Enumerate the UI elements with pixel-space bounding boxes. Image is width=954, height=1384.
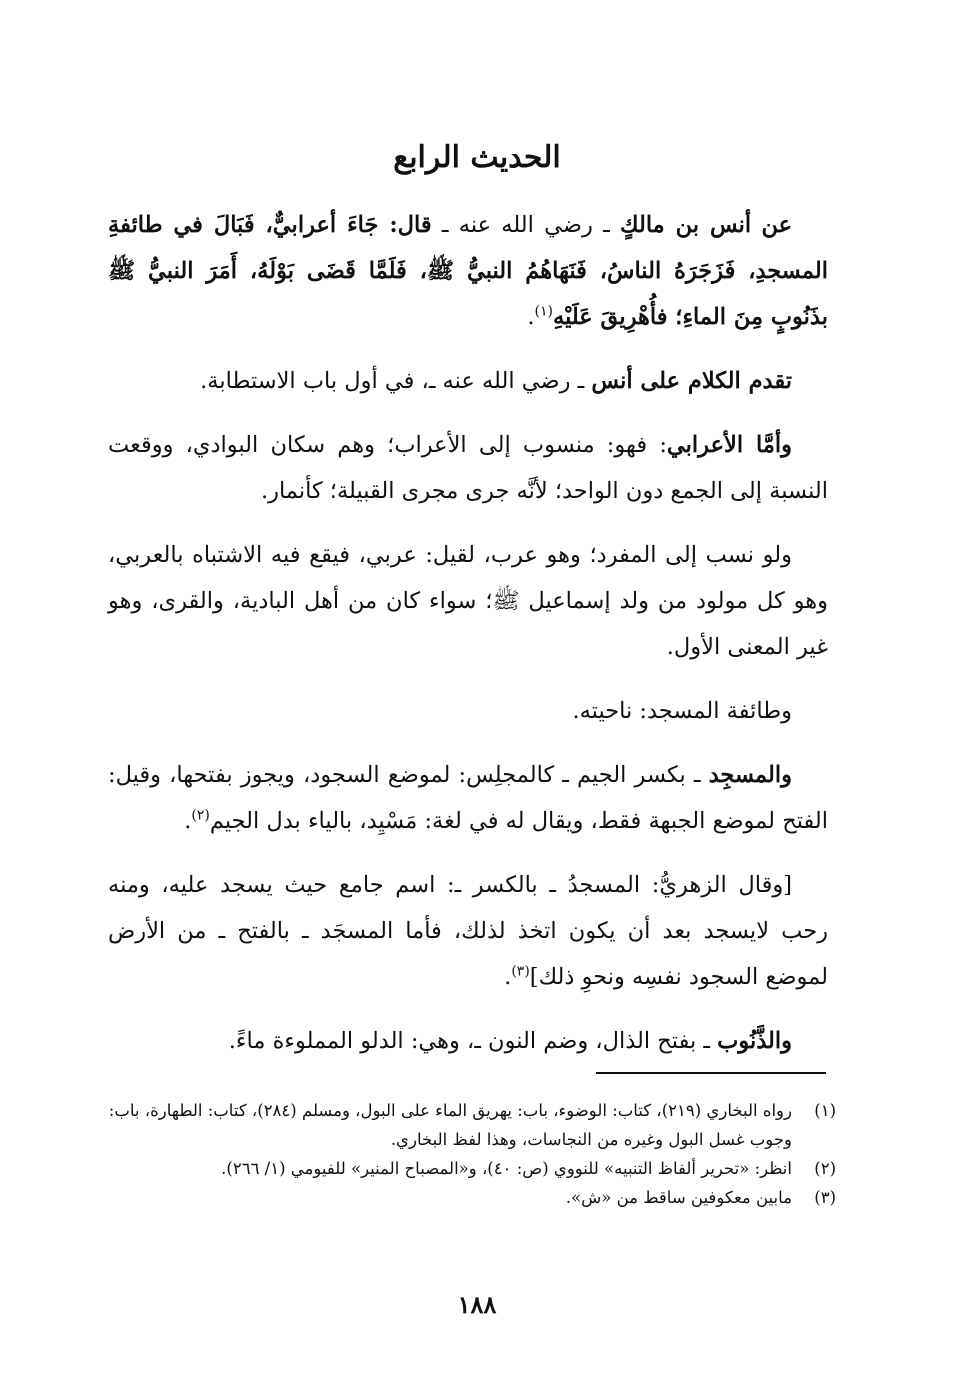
footnote <box>108 1154 836 1183</box>
hadith-end: . <box>527 304 535 330</box>
paragraph-zuhri-text: [وقال الزهريُّ: المسجدُ ـ بالكسر ـ: اسم جامع حيث يسجد عليه، ومنه رحب لايسجد بعد أن يكون اتخذ لذلك، فأما المسجَد ـ بالفتح ـ من الأرض لموضع السجود نفسِه ونحوِ ذلك] <box>108 872 828 990</box>
paragraph-masjid-end: . <box>184 808 192 834</box>
paragraph-taifa: وطائفة المسجد: ناحيته. <box>572 698 792 724</box>
paragraph-arabi <box>108 422 828 514</box>
paragraph-arabi-lead: وأمَّا الأعرابي <box>666 432 792 458</box>
page-number: ١٨٨ <box>457 1290 497 1319</box>
footnote-number: (١) <box>814 1101 836 1120</box>
paragraph-dhanub-lead: والذَّنُوب <box>717 1028 792 1054</box>
paragraph-masjid-text: ـ بكسر الجيم ـ كالمجلِس: لموضع السجود، ويجوز بفتحها، وقيل: الفتح لموضع الجبهة فقط، ويقال له في لغة: مَسْيِد، بالياء بدل الجيم <box>108 762 828 834</box>
paragraph-dhanub <box>108 1018 828 1064</box>
paragraph-anas-lead: تقدم الكلام على أنس <box>591 368 792 394</box>
paragraph-zuhri-end: . <box>504 964 512 990</box>
footnote-text: رواه البخاري (٢١٩)، كتاب: الوضوء، باب: يهريق الماء على البول، ومسلم (٢٨٤)، كتاب: الطهارة، باب: وجوب غسل البول وغيره من النجاسات، وهذا لفظ البخاري. <box>108 1101 792 1149</box>
hadith-formula: ـ رضي الله عنه ـ <box>431 212 620 238</box>
body-text <box>108 202 828 1082</box>
chapter-title: الحديث الرابع <box>393 140 561 175</box>
footnote-divider <box>596 1072 826 1074</box>
paragraph-masjid-lead: والمسجِد <box>708 762 792 788</box>
footnote-text: مابين معكوفين ساقط من «ش». <box>565 1188 792 1207</box>
footnote-ref-3: (٣) <box>511 963 530 980</box>
hadith-paragraph <box>108 202 828 340</box>
footnote-ref-2: (٢) <box>191 807 210 824</box>
footnotes <box>108 1096 836 1212</box>
hadith-opening: عن <box>761 212 793 238</box>
paragraph-masjid <box>108 752 828 844</box>
footnote-number: (٢) <box>814 1159 836 1178</box>
paragraph-nasab: ولو نسب إلى المفرد؛ وهو عرب، لقيل: عربي، فيقع فيه الاشتباه بالعربي، وهو كل مولود من ولد إسماعيل ﷺ؛ سواء كان من أهل البادية، والقرى، وهو غير المعنى الأول. <box>108 542 828 660</box>
footnote-ref-1: (١) <box>534 303 553 320</box>
footnote <box>108 1183 836 1212</box>
footnote-text: انظر: «تحرير ألفاظ التنبيه» للنووي (ص: ٤٠)، و«المصباح المنير» للفيومي (١/ ٢٦٦). <box>221 1159 792 1178</box>
paragraph-anas <box>108 358 828 404</box>
hadith-text: قال: جَاءَ أعرابيٌّ، فَبَالَ في طائفةِ المسجدِ، فَزَجَرَهُ الناسُ، فَنَهَاهُمُ النبيُّ ﷺ، فَلَمَّا قَضَى بَوْلَهُ، أَمَرَ النبيُّ ﷺ بذَنُوبٍ مِنَ الماءِ؛ فأُهْرِيقَ عَلَيْهِ <box>108 212 828 330</box>
narrator-name: أنس بن مالكٍ <box>620 212 752 238</box>
footnote-number: (٣) <box>814 1188 836 1207</box>
paragraph-zuhri <box>108 862 828 1000</box>
footnote <box>108 1096 836 1154</box>
paragraph-dhanub-text: ـ بفتح الذال، وضم النون ـ، وهي: الدلو المملوءة ماءً. <box>228 1028 718 1054</box>
paragraph-arabi-text: : فهو: منسوب إلى الأعراب؛ وهم سكان البوادي، ووقعت النسبة إلى الجمع دون الواحد؛ لأنَّه جرى مجرى القبيلة؛ كأنمار. <box>108 432 828 504</box>
paragraph-anas-text: ـ رضي الله عنه ـ، في أول باب الاستطابة. <box>200 368 592 394</box>
